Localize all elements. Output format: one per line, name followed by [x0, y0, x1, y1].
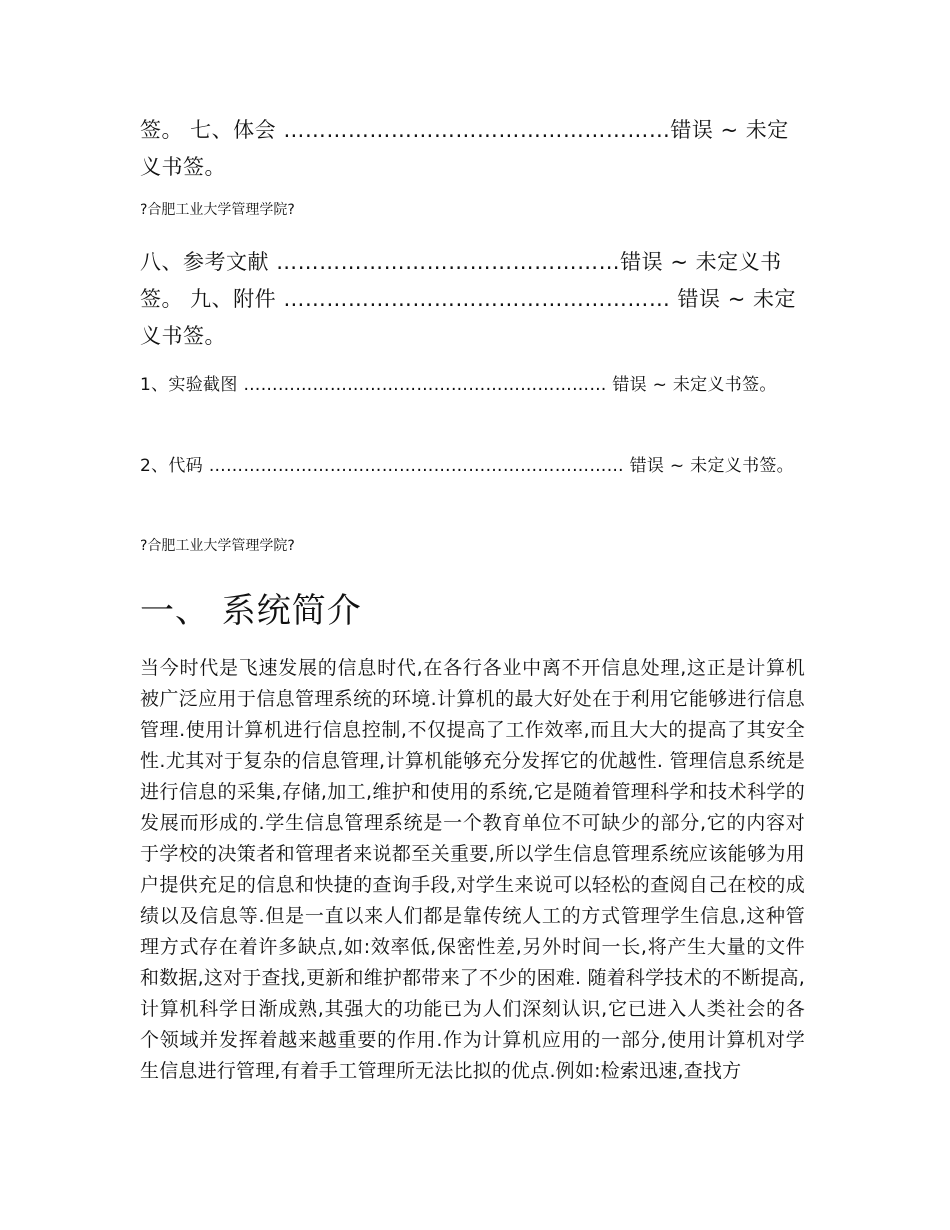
section-heading: 一、 系统简介	[140, 591, 362, 631]
toc-entry-screenshots: 1、实验截图 ……………………………………………………… 错误 ~ 未定义书签。	[140, 375, 777, 395]
toc-entry-references-appendix: 八、参考文献 …………………………………………错误 ~ 未定义书签。 九、附件 ……………………………………………… 错误 ~ 未定义书签。	[140, 250, 796, 348]
section-body-text: 当今时代是飞速发展的信息时代,在各行各业中离不开信息处理,这正是计算机被广泛应用于信息管理系统的环境.计算机的最大好处在于利用它能够进行信息管理.使用计算机进行信息控制,不仅提高了工作效率,而且大大的提高了其安全性.尤其对于复杂的信息管理,计算机能够充分发挥它的优越性. 管理信息系统是进行信息的采集,存储,加工,维护和使用的系统,它是随着管理科学和技术科学的发展而形成的.学生信息管理系统是一个教育单位不可缺少的部分,它的内容对于学校的决策者和管理者来说都至关重要,所以学生信息管理系统应该能够为用户提供充足的信息和快捷的查询手段,对学生来说可以轻松的查阅自己在校的成绩以及信息等.但是一直以来人们都是靠传统人工的方式管理学生信息,这种管理方式存在着许多缺点,如:效率低,保密性差,另外时间一长,将产生大量的文件和数据,这对于查找,更新和维护都带来了不少的困难. 随着科学技术的不断提高,计算机科学日渐成熟,其强大的功能已为人们深刻认识,它已进入人类社会的各个领域并发挥着越来越重要的作用.作为计算机应用的一部分,使用计算机对学生信息进行管理,有着手工管理所无法比拟的优点.例如:检索迅速,查找方	[140, 657, 805, 1082]
page-footer: ?合肥工业大学管理学院?	[140, 538, 295, 554]
toc-entry-code: 2、代码 ……………………………………………………………… 错误 ~ 未定义书签。	[140, 456, 794, 476]
toc-entry-reflection: 签。 七、体会 ………………………………………………错误 ~ 未定义书签。	[140, 118, 789, 179]
page-footer: ?合肥工业大学管理学院?	[140, 202, 295, 218]
